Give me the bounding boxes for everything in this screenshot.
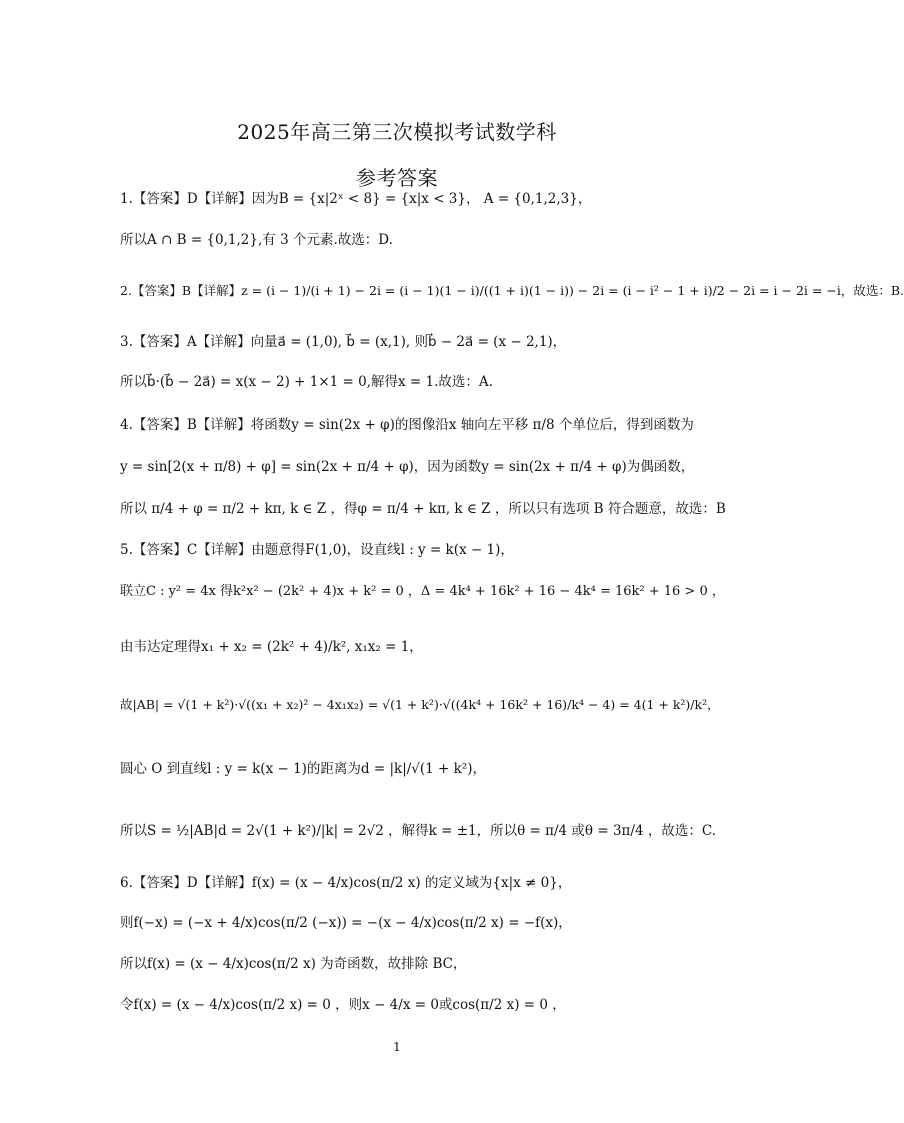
answer-line-5: 所以b⃗·(b⃗ − 2a⃗) = x(x − 2) + 1×1 = 0,解得x = 1.故选：A. [120,374,493,390]
answer-line-18: 令f(x) = (x − 4/x)cos(π/2 x) = 0 ，则x − 4/x = 0或cos(π/2 x) = 0 ， [120,997,566,1013]
answer-line-1: 1.【答案】D【详解】因为B = {x|2ˣ < 8} = {x|x < 3}， A = {0,1,2,3}， [120,191,592,207]
answer-line-9: 5.【答案】C【详解】由题意得F(1,0)，设直线l : y = k(x − 1)， [120,542,514,558]
answer-line-13: 圆心 O 到直线l : y = k(x − 1)的距离为d = |k|/√(1 + k²)， [120,761,487,777]
answer-line-12: 故|AB| = √(1 + k²)·√((x₁ + x₂)² − 4x₁x₂) = √(1 + k²)·√((4k⁴ + 16k² + 16)/k⁴ − 4) = 4(1 + k²)/k²， [120,697,720,712]
answer-line-11: 由韦达定理得x₁ + x₂ = (2k² + 4)/k², x₁x₂ = 1， [120,639,423,655]
answer-line-10: 联立C : y² = 4x 得k²x² − (2k² + 4)x + k² = 0 ，Δ = 4k⁴ + 16k² + 16 − 4k⁴ = 16k² + 16 > 0 ， [120,584,725,599]
answer-line-3: 2.【答案】B【详解】z = (i − 1)/(i + 1) − 2i = (i − 1)(1 − i)/((1 + i)(1 − i)) − 2i = (i − i² − 1 + i)/2 − 2i = i − 2i = −i，故选：B. [120,283,904,298]
answer-line-8: 所以 π/4 + φ = π/2 + kπ, k ∈ Z ，得φ = π/4 + kπ, k ∈ Z ，所以只有选项 B 符合题意，故选：B [120,501,726,517]
answer-line-6: 4.【答案】B【详解】将函数y = sin(2x + φ)的图像沿x 轴向左平移 π/8 个单位后，得到函数为 [120,417,694,433]
answer-line-7: y = sin[2(x + π/8) + φ] = sin(2x + π/4 + φ)，因为函数y = sin(2x + π/4 + φ)为偶函数， [120,459,695,475]
document-title: 2025年高三第三次模拟考试数学科 [237,120,557,144]
answer-line-17: 所以f(x) = (x − 4/x)cos(π/2 x) 为奇函数，故排除 BC， [120,956,467,972]
answer-line-2: 所以A ∩ B = {0,1,2},有 3 个元素.故选：D. [120,232,393,248]
answer-line-14: 所以S = ½|AB|d = 2√(1 + k²)/|k| = 2√2 ，解得k = ±1，所以θ = π/4 或θ = 3π/4 ，故选：C. [120,823,716,839]
answer-line-4: 3.【答案】A【详解】向量a⃗ = (1,0), b⃗ = (x,1), 则b⃗ − 2a⃗ = (x − 2,1)， [120,334,567,350]
answer-line-16: 则f(−x) = (−x + 4/x)cos(π/2 (−x)) = −(x − 4/x)cos(π/2 x) = −f(x)， [120,915,572,931]
answer-line-15: 6.【答案】D【详解】f(x) = (x − 4/x)cos(π/2 x) 的定义域为{x|x ≠ 0}， [120,875,572,891]
page-number: 1 [393,1040,401,1054]
document-subtitle: 参考答案 [356,166,438,190]
